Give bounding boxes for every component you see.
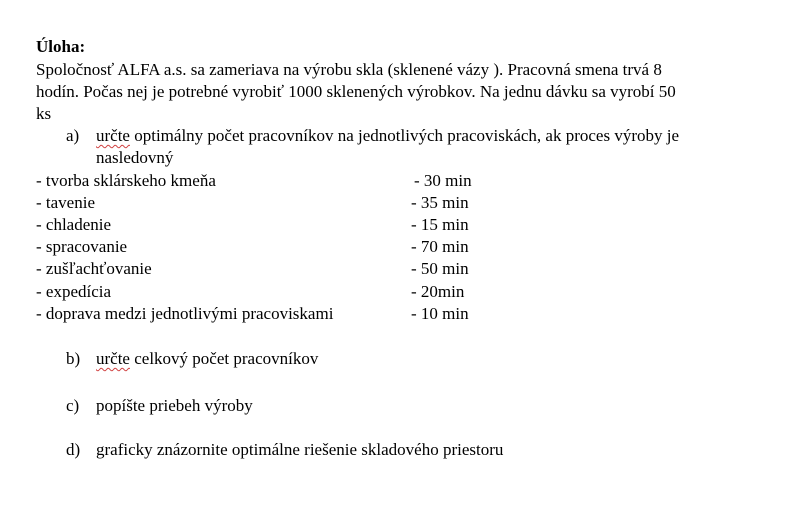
question-d-marker: d) [66,440,81,459]
process-step-time: - 70 min [411,237,469,256]
question-a-rest: optimálny počet pracovníkov na jednotlivých pracoviskách, ak proces výroby je [129,126,680,145]
task-heading: Úloha: [36,37,86,56]
process-step-name: - tvorba sklárskeho kmeňa [36,171,216,190]
question-b-keyword: určte [96,349,130,368]
process-step-name: - spracovanie [36,237,128,256]
question-a-line-1 [96,125,679,147]
process-step-name: - zušľachťovanie [36,259,152,278]
process-step-name: - expedícia [36,282,112,301]
process-step-time: - 10 min [411,304,469,323]
intro-line-1: Spoločnosť ALFA a.s. sa zameriava na výrobu skla (sklenené vázy ). Pracovná smena trvá 8 [36,60,662,79]
question-a-keyword: určte [96,126,130,145]
question-c-text: popíšte priebeh výroby [96,396,253,415]
process-step-time: - 30 min [414,171,472,190]
question-d-text: graficky znázornite optimálne riešenie skladového priestoru [96,440,504,459]
process-step-name: - chladenie [36,215,112,234]
question-a-marker: a) [66,126,80,145]
intro-line-3: ks [36,104,52,123]
intro-line-2: hodín. Počas nej je potrebné vyrobiť 1000 sklenených výrobkov. Na jednu dávku sa vyrobí 50 [36,82,676,101]
question-b-marker: b) [66,349,81,368]
question-b-rest: celkový počet pracovníkov [129,349,319,368]
process-step-time: - 50 min [411,259,469,278]
process-step-name: - tavenie [36,193,95,212]
process-step-time: - 20min [411,282,465,301]
question-c-marker: c) [66,396,80,415]
process-step-time: - 15 min [411,215,469,234]
process-step-name: - doprava medzi jednotlivými pracoviskami [36,304,334,323]
question-a-line-2: nasledovný [96,148,174,167]
question-b-text [96,348,318,370]
process-step-time: - 35 min [411,193,469,212]
